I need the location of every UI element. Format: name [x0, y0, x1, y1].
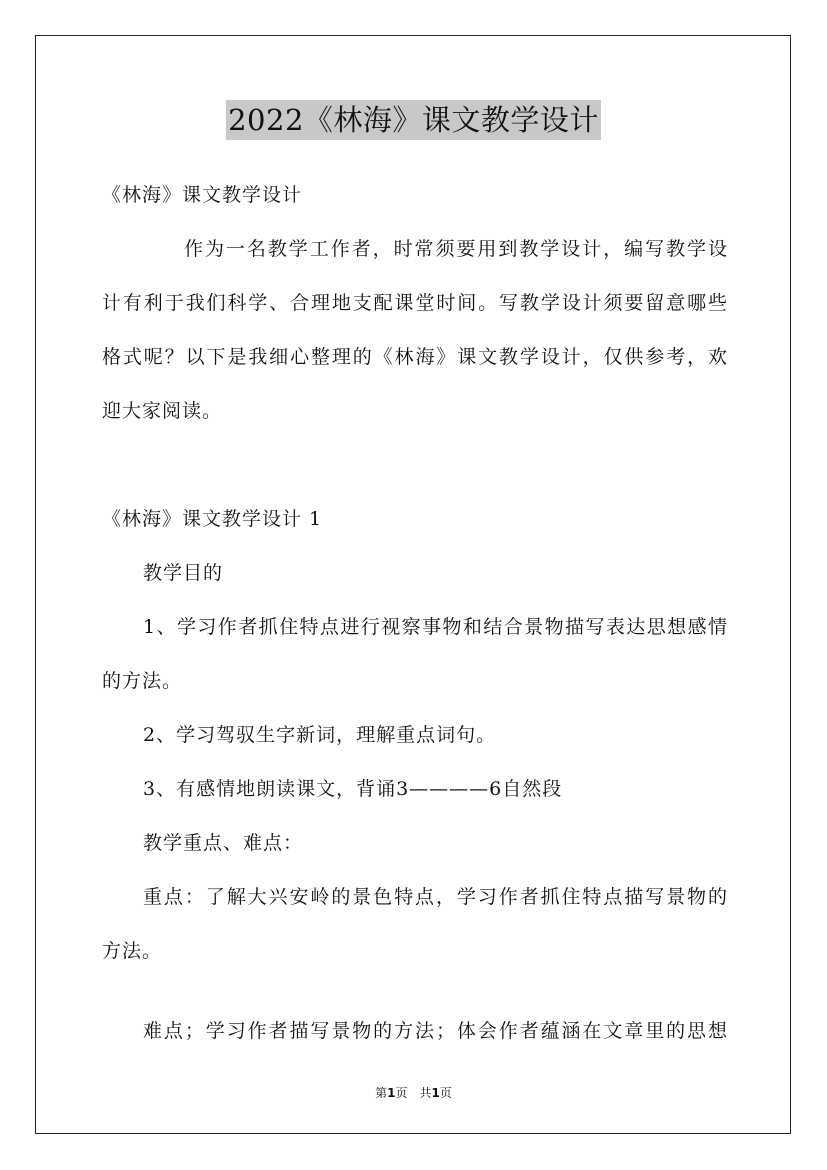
objective-1-line-1: 1、学习作者抓住特点进行视察事物和结合景物描写表达思想感情: [143, 616, 728, 638]
section-heading: 《林海》课文教学设计 1: [102, 508, 323, 530]
footer-mid: 页 共: [395, 1086, 432, 1100]
title-container: [0, 100, 827, 140]
key-point-line-1: 重点：了解大兴安岭的景色特点，学习作者抓住特点描写景物的: [143, 886, 728, 908]
intro-line-1: 作为一名教学工作者，时常须要用到教学设计，编写教学设: [184, 238, 728, 260]
objective-3: 3、有感情地朗读课文，背诵3————6自然段: [143, 778, 563, 800]
difficulty-line-1: 难点；学习作者描写景物的方法；体会作者蕴涵在文章里的思想: [143, 1020, 728, 1042]
footer-total-pages: 1: [431, 1086, 440, 1100]
document-title: 2022《林海》课文教学设计: [226, 100, 601, 140]
objective-1-line-2: 的方法。: [102, 670, 183, 692]
key-point-line-2: 方法。: [102, 940, 163, 962]
objective-2: 2、学习驾驭生字新词，理解重点词句。: [143, 724, 497, 746]
objectives-heading: 教学目的: [143, 562, 224, 584]
key-points-heading: 教学重点、难点：: [143, 832, 304, 854]
intro-line-3: 格式呢？以下是我细心整理的《林海》课文教学设计，仅供参考，欢: [102, 346, 728, 368]
intro-line-4: 迎大家阅读。: [102, 400, 223, 422]
intro-line-2: 计有利于我们科学、合理地支配课堂时间。写教学设计须要留意哪些: [102, 292, 728, 314]
page-footer: [0, 1085, 827, 1101]
footer-current-page: 1: [387, 1086, 396, 1100]
subtitle: 《林海》课文教学设计: [102, 184, 303, 206]
footer-prefix: 第: [375, 1086, 388, 1100]
footer-suffix: 页: [439, 1086, 452, 1100]
